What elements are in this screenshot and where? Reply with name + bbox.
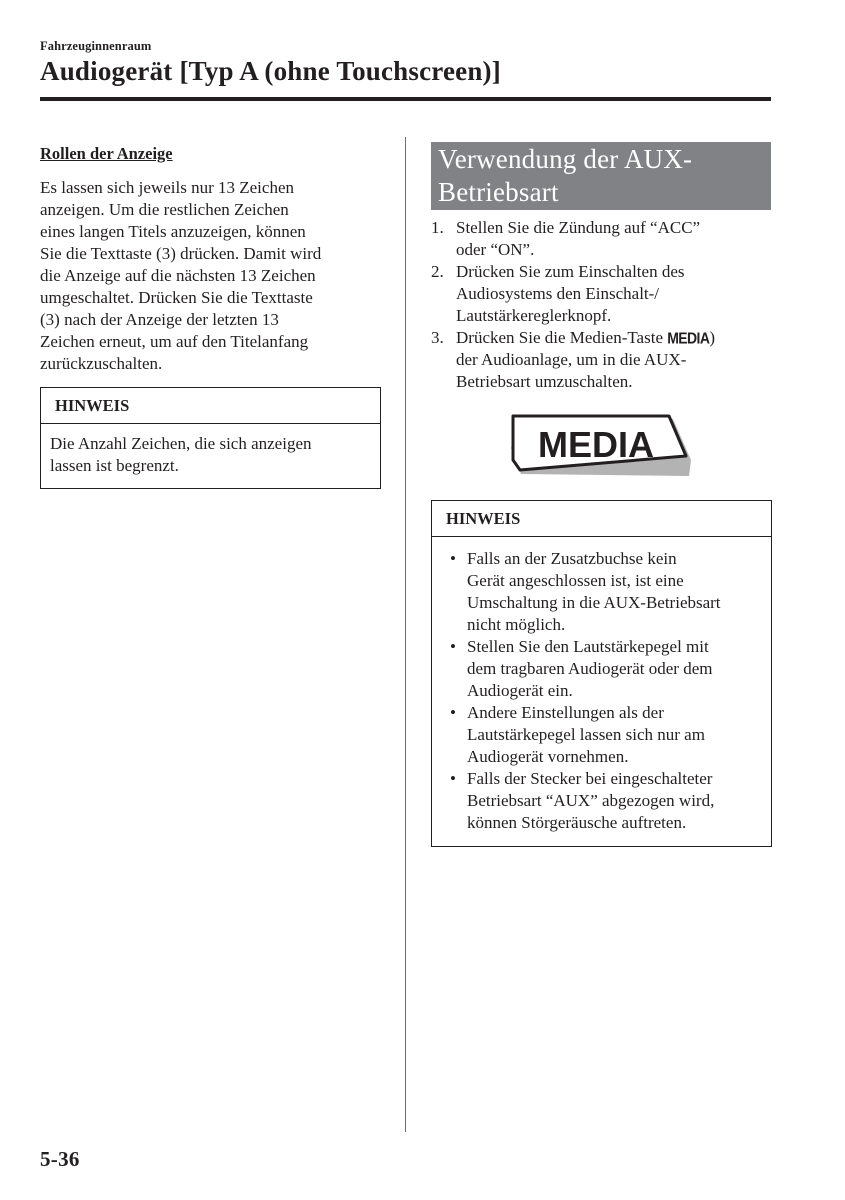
- section-title: [431, 142, 771, 210]
- note-body: [432, 537, 771, 846]
- step-line: Drücken Sie zum Einschalten des: [456, 262, 685, 281]
- note-bullet-list: [446, 548, 761, 834]
- note-bullet-item: [446, 768, 761, 834]
- note-bullet-item: [446, 636, 761, 702]
- step-item: [431, 261, 776, 327]
- note-body: [41, 424, 380, 488]
- note-bullet-item: [446, 702, 761, 768]
- step-line: Lautstärkereglerknopf.: [456, 306, 612, 325]
- paragraph-line: eines langen Titels anzuzeigen, können: [40, 222, 306, 241]
- note-heading: HINWEIS: [41, 388, 380, 424]
- bullet-line: Betriebsart “AUX” abgezogen wird,: [467, 791, 715, 810]
- section-title-line: Betriebsart: [438, 177, 559, 207]
- step-line: Stellen Sie die Zündung auf “ACC”: [456, 218, 701, 237]
- steps-list: [431, 217, 776, 393]
- step-number: 3.: [431, 328, 444, 347]
- bullet-marker: •: [450, 769, 456, 788]
- media-button-graphic: [505, 412, 695, 484]
- step-number: 2.: [431, 262, 444, 281]
- step-item: [431, 327, 776, 393]
- page-number: 5-36: [40, 1147, 80, 1171]
- bullet-line: Andere Einstellungen als der: [467, 703, 664, 722]
- paragraph-line: Zeichen erneut, um auf den Titelanfang: [40, 332, 309, 351]
- paragraph-line: zurückzuschalten.: [40, 354, 163, 373]
- bullet-line: Stellen Sie den Lautstärkepegel mit: [467, 637, 709, 656]
- paragraph-line: Es lassen sich jeweils nur 13 Zeichen: [40, 178, 294, 197]
- step-line-suffix: ): [709, 328, 716, 347]
- running-header-section: Fahrzeuginnenraum: [40, 39, 152, 53]
- paragraph-line: Sie die Texttaste (3) drücken. Damit wird: [40, 244, 322, 263]
- body-paragraph: [40, 177, 382, 375]
- step-line: Betriebsart umzuschalten.: [456, 372, 633, 391]
- bullet-line: Lautstärkepegel lassen sich nur am: [467, 725, 705, 744]
- media-button-label: MEDIA: [538, 424, 654, 465]
- step-line: der Audioanlage, um in die AUX-: [456, 350, 687, 369]
- step-line: oder “ON”.: [456, 240, 535, 259]
- paragraph-line: (3) nach der Anzeige der letzten 13: [40, 310, 279, 329]
- note-box: [40, 387, 381, 489]
- bullet-line: Audiogerät ein.: [467, 681, 573, 700]
- bullet-line: können Störgeräusche auftreten.: [467, 813, 687, 832]
- bullet-marker: •: [450, 637, 456, 656]
- bullet-line: dem tragbaren Audiogerät oder dem: [467, 659, 713, 678]
- paragraph-line: die Anzeige auf die nächsten 13 Zeichen: [40, 266, 316, 285]
- left-column: [40, 143, 382, 375]
- bullet-line: Audiogerät vornehmen.: [467, 747, 629, 766]
- note-box: [431, 500, 772, 847]
- bullet-marker: •: [450, 549, 456, 568]
- note-line: Die Anzahl Zeichen, die sich anzeigen: [50, 434, 312, 453]
- paragraph-line: anzeigen. Um die restlichen Zeichen: [40, 200, 289, 219]
- bullet-line: nicht möglich.: [467, 615, 566, 634]
- step-number: 1.: [431, 218, 444, 237]
- bullet-line: Falls an der Zusatzbuchse kein: [467, 549, 677, 568]
- bullet-line: Umschaltung in die AUX-Betriebsart: [467, 593, 721, 612]
- step-item: [431, 217, 776, 261]
- paragraph-line: umgeschaltet. Drücken Sie die Texttaste: [40, 288, 313, 307]
- subheading: Rollen der Anzeige: [40, 144, 173, 163]
- note-bullet-item: [446, 548, 761, 636]
- step-line: Audiosystems den Einschalt-/: [456, 284, 660, 303]
- column-divider: [405, 137, 406, 1132]
- section-title-line: Verwendung der AUX-: [438, 144, 693, 174]
- page-title: Audiogerät [Typ A (ohne Touchscreen)]: [40, 56, 501, 86]
- bullet-marker: •: [450, 703, 456, 722]
- note-heading: HINWEIS: [432, 501, 771, 537]
- bullet-line: Falls der Stecker bei eingeschalteter: [467, 769, 713, 788]
- bullet-line: Gerät angeschlossen ist, ist eine: [467, 571, 684, 590]
- media-button-inline-label: MEDIA: [667, 329, 710, 347]
- note-line: lassen ist begrenzt.: [50, 456, 179, 475]
- step-line: Drücken Sie die Medien-Taste: [456, 328, 668, 347]
- header-rule: [40, 97, 771, 101]
